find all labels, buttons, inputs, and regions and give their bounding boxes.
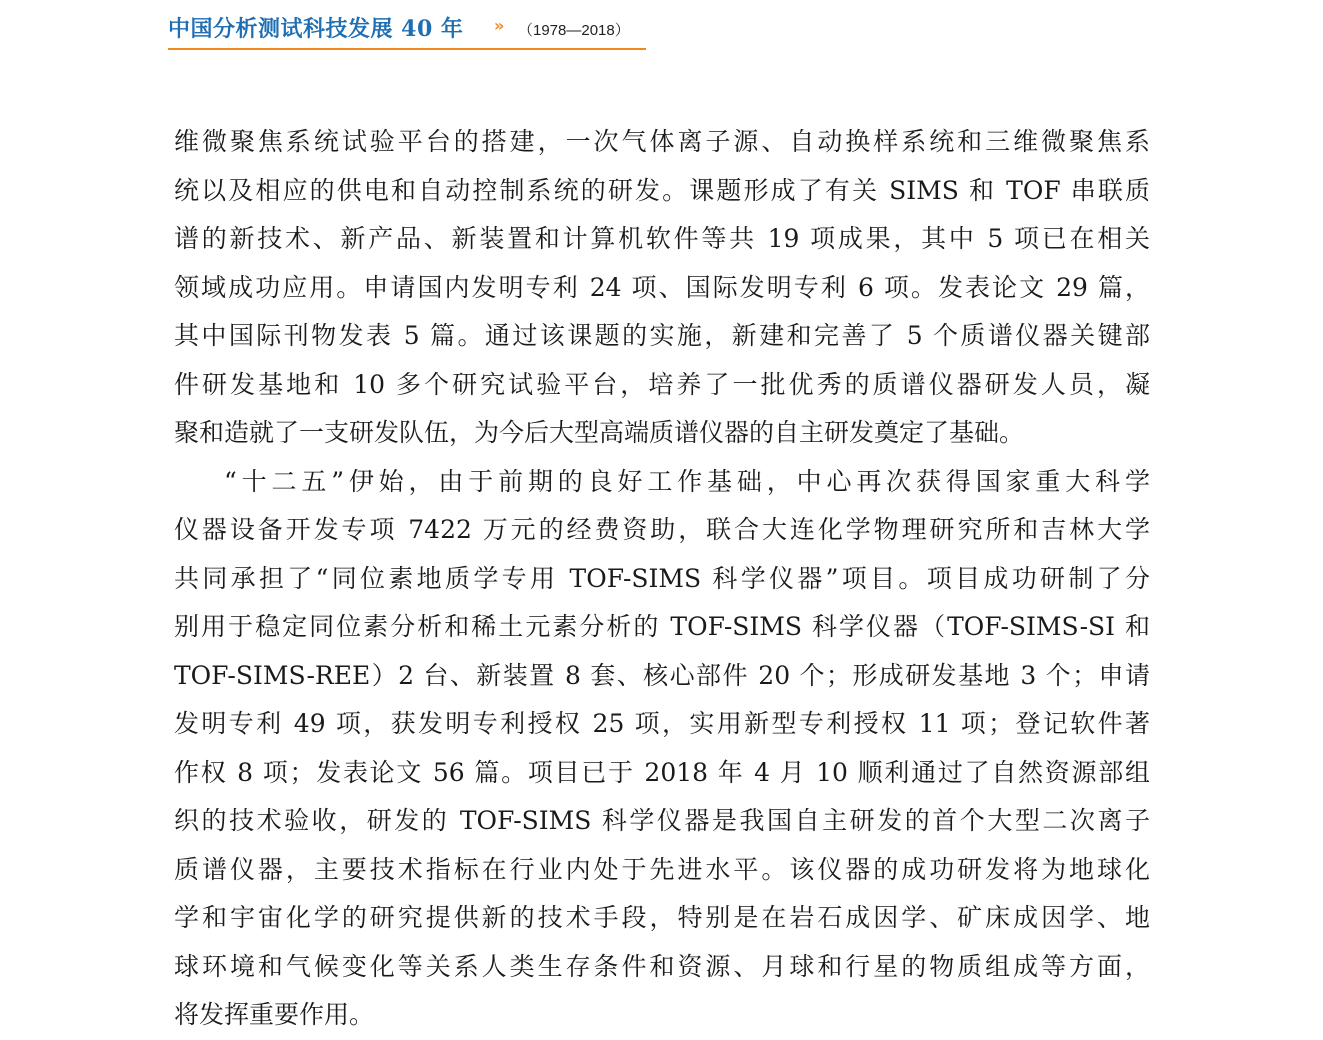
text-line: 维微聚焦系统试验平台的搭建，一次气体离子源、自动换样系统和三维微聚焦系 [174,127,1150,156]
running-header [168,8,646,50]
double-chevron-icon: » [494,16,505,35]
text-line: 其中国际刊物发表 5 篇。通过该课题的实施，新建和完善了 5 个质谱仪器关键部 [174,321,1150,350]
text-line: 作权 8 项；发表论文 56 篇。项目已于 2018 年 4 月 10 顺利通过了自然资源部组 [174,757,1150,787]
text-line: 仪器设备开发专项 7422 万元的经费资助，联合大连化学物理研究所和吉林大学 [174,515,1150,544]
text-line: 学和宇宙化学的研究提供新的技术手段，特别是在岩石成因学、矿床成因学、地 [174,903,1150,932]
text-line: 聚和造就了一支研发队伍，为今后大型高端质谱仪器的自主研发奠定了基础。 [174,418,1025,447]
book-title: 中国分析测试科技发展 40 年 [168,16,464,42]
text-line: TOF-SIMS-REE）2 台、新装置 8 套、核心部件 20 个；形成研发基地 3 个；申请 [174,660,1150,690]
text-line: 谱的新技术、新产品、新装置和计算机软件等共 19 项成果，其中 5 项已在相关 [174,224,1150,253]
text-line: 件研发基地和 10 多个研究试验平台，培养了一批优秀的质谱仪器研发人员，凝 [174,369,1150,399]
paragraph-first-line: “十二五”伊始，由于前期的良好工作基础，中心再次获得国家重大科学 [224,466,1150,496]
text-line: 将发挥重要作用。 [174,1000,375,1029]
text-line: 共同承担了“同位素地质学专用 TOF-SIMS 科学仪器”项目。项目成功研制了分 [174,563,1150,593]
header-underline [168,48,646,50]
text-line: 球环境和气候变化等关系人类生存条件和资源、月球和行星的物质组成等方面， [174,951,1150,981]
body-text [174,118,1150,1040]
text-line: 质谱仪器，主要技术指标在行业内处于先进水平。该仪器的成功研发将为地球化 [174,854,1150,884]
text-line: 领域成功应用。申请国内发明专利 24 项、国际发明专利 6 项。发表论文 29 篇， [174,272,1150,302]
text-line: 发明专利 49 项，获发明专利授权 25 项，实用新型专利授权 11 项；登记软件著 [174,709,1150,738]
text-line: 织的技术验收，研发的 TOF-SIMS 科学仪器是我国自主研发的首个大型二次离子 [174,806,1150,835]
text-line: 统以及相应的供电和自动控制系统的研发。课题形成了有关 SIMS 和 TOF 串联质 [174,175,1150,205]
text-line: 别用于稳定同位素分析和稀土元素分析的 TOF-SIMS 科学仪器（TOF-SIMS-SI 和 [174,612,1150,641]
year-range: （1978—2018） [518,22,630,39]
